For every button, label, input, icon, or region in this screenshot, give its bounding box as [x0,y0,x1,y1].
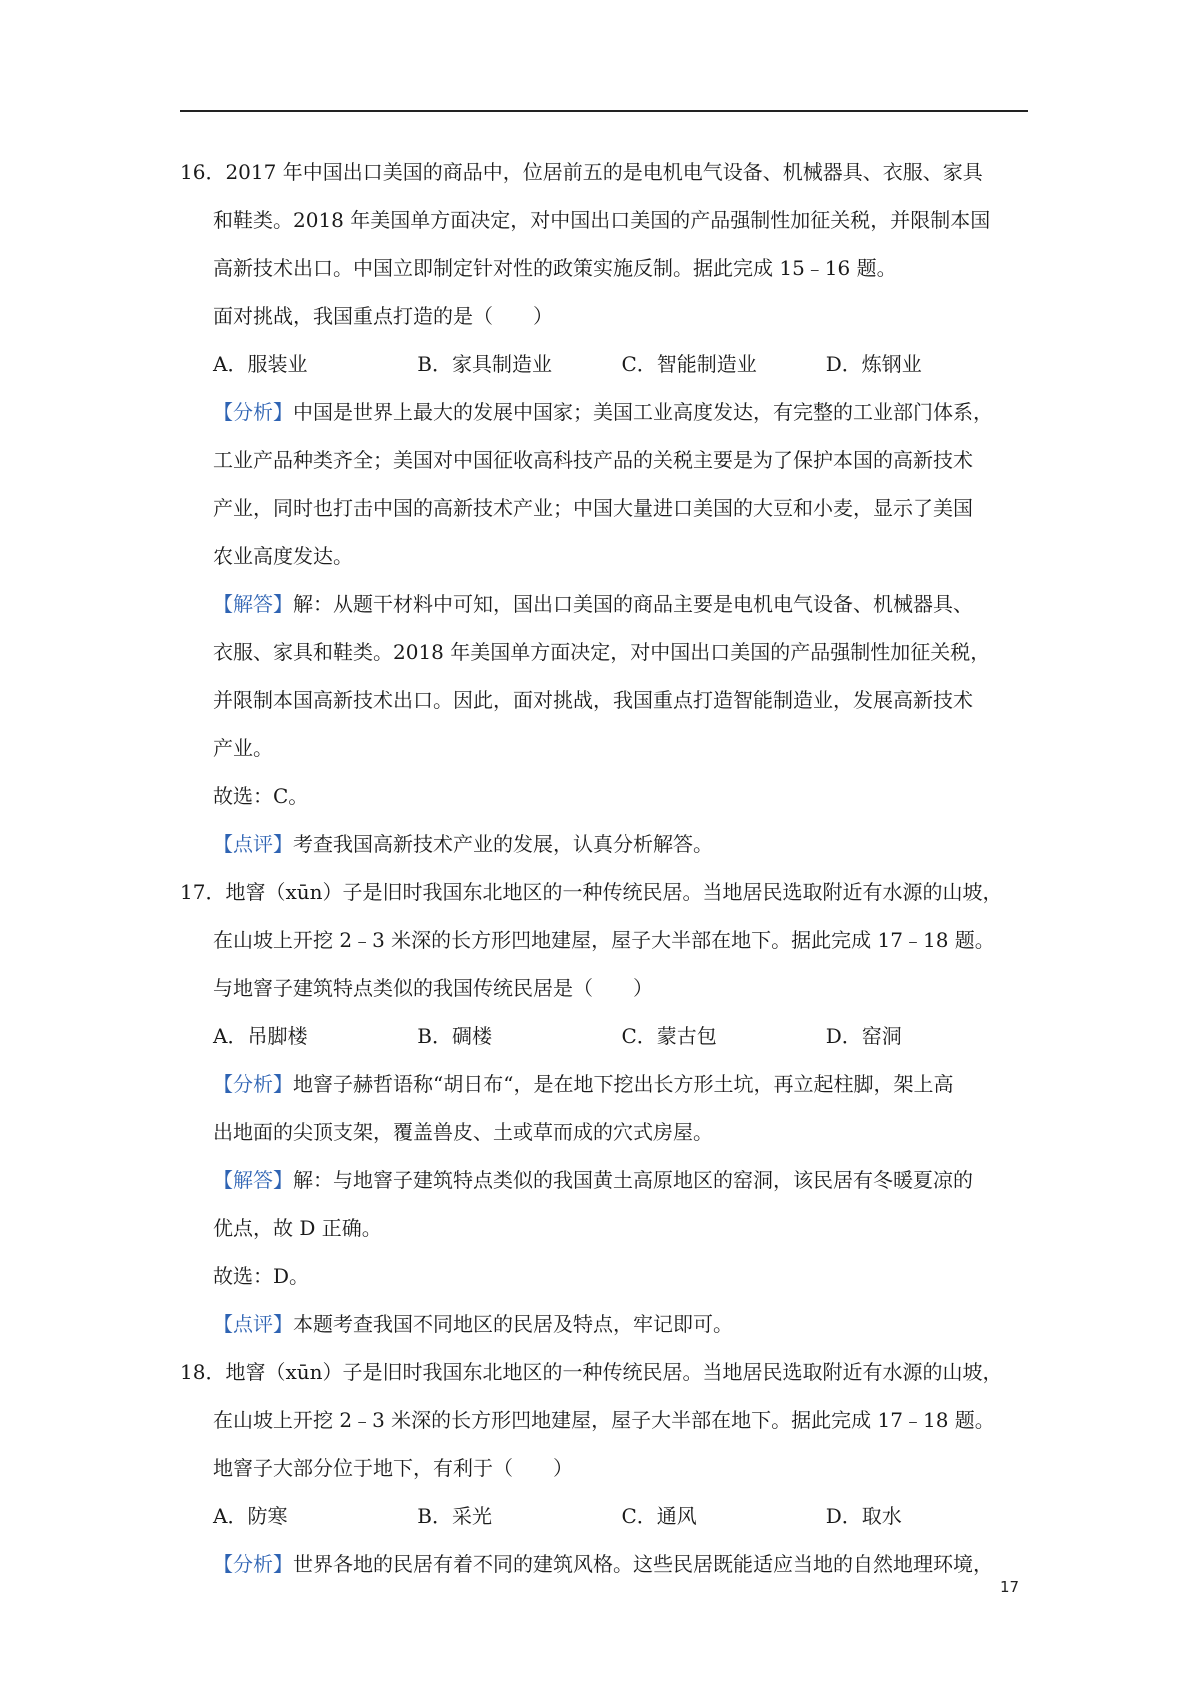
option-a: A．吊脚楼 [213,1024,308,1048]
question-stem-line: 在山坡上开挖 2﹣3 米深的长方形凹地建屋，屋子大半部在地下。据此完成 17﹣18 题。 [213,928,995,952]
comment-line: 【点评】本题考查我国不同地区的民居及特点，牢记即可。 [213,1312,733,1336]
options-row [180,340,1030,388]
question-stem-line: 17．地窨（xūn）子是旧时我国东北地区的一种传统民居。当地居民选取附近有水源的山坡， [180,880,1003,904]
analysis-tag: 【分析】 [213,400,293,424]
comment-tag: 【点评】 [213,832,293,856]
question-prompt: 地窨子大部分位于地下，有利于（ ） [213,1456,573,1480]
comment-tag: 【点评】 [213,1312,293,1336]
option-b: B．采光 [417,1504,492,1528]
options-row [180,1492,1030,1540]
analysis-line: 出地面的尖顶支架，覆盖兽皮、土或草而成的穴式房屋。 [213,1120,713,1144]
question-prompt: 与地窨子建筑特点类似的我国传统民居是（ ） [213,976,653,1000]
question-stem-line: 和鞋类。2018 年美国单方面决定，对中国出口美国的产品强制性加征关税，并限制本国 [213,208,991,232]
option-b: B．碉楼 [417,1024,492,1048]
option-a: A．防寒 [213,1504,288,1528]
header-rule [180,110,1028,112]
option-c: C．蒙古包 [621,1024,717,1048]
comment-line: 【点评】考查我国高新技术产业的发展，认真分析解答。 [213,832,713,856]
option-a: A．服装业 [213,352,308,376]
answer-line: 并限制本国高新技术出口。因此，面对挑战，我国重点打造智能制造业，发展高新技术 [213,688,973,712]
analysis-tag: 【分析】 [213,1072,293,1096]
question-number: 18． [180,1360,226,1384]
options-row [180,1012,1030,1060]
analysis-line: 【分析】地窨子赫哲语称“胡日布“，是在地下挖出长方形土坑，再立起柱脚，架上高 [213,1072,954,1096]
question-stem-line: 高新技术出口。中国立即制定针对性的政策实施反制。据此完成 15﹣16 题。 [213,256,897,280]
analysis-line: 【分析】世界各地的民居有着不同的建筑风格。这些民居既能适应当地的自然地理环境， [213,1552,993,1576]
option-d: D．窑洞 [825,1024,902,1048]
answer-line: 【解答】解：与地窨子建筑特点类似的我国黄土高原地区的窑洞，该民居有冬暖夏凉的 [213,1168,973,1192]
answer-tag: 【解答】 [213,1168,293,1192]
answer-line: 衣服、家具和鞋类。2018 年美国单方面决定，对中国出口美国的产品强制性加征关税， [213,640,991,664]
analysis-line: 工业产品种类齐全；美国对中国征收高科技产品的关税主要是为了保护本国的高新技术 [213,448,973,472]
analysis-line: 产业，同时也打击中国的高新技术产业；中国大量进口美国的大豆和小麦，显示了美国 [213,496,973,520]
page-number: 17 [1000,1578,1020,1596]
question-17 [180,868,1030,1348]
question-stem-line: 18．地窨（xūn）子是旧时我国东北地区的一种传统民居。当地居民选取附近有水源的山坡， [180,1360,1003,1384]
option-c: C．智能制造业 [621,352,757,376]
answer-tag: 【解答】 [213,592,293,616]
question-18 [180,1348,1030,1588]
question-number: 16． [180,160,226,184]
choice-line: 故选：D。 [213,1264,310,1288]
answer-line: 优点，故 D 正确。 [213,1216,382,1240]
question-16 [180,148,1030,868]
question-stem-line: 在山坡上开挖 2﹣3 米深的长方形凹地建屋，屋子大半部在地下。据此完成 17﹣18 题。 [213,1408,995,1432]
choice-line: 故选：C。 [213,784,309,808]
answer-line: 产业。 [213,736,273,760]
page-content [180,148,1030,1588]
option-d: D．炼钢业 [825,352,922,376]
option-c: C．通风 [621,1504,697,1528]
question-prompt: 面对挑战，我国重点打造的是（ ） [213,304,553,328]
analysis-line: 【分析】中国是世界上最大的发展中国家；美国工业高度发达，有完整的工业部门体系， [213,400,993,424]
option-d: D．取水 [825,1504,902,1528]
answer-line: 【解答】解：从题干材料中可知，国出口美国的商品主要是电机电气设备、机械器具、 [213,592,973,616]
analysis-tag: 【分析】 [213,1552,293,1576]
option-b: B．家具制造业 [417,352,552,376]
analysis-line: 农业高度发达。 [213,544,353,568]
question-stem-line: 16．2017 年中国出口美国的商品中，位居前五的是电机电气设备、机械器具、衣服、家具 [180,160,983,184]
question-number: 17． [180,880,226,904]
